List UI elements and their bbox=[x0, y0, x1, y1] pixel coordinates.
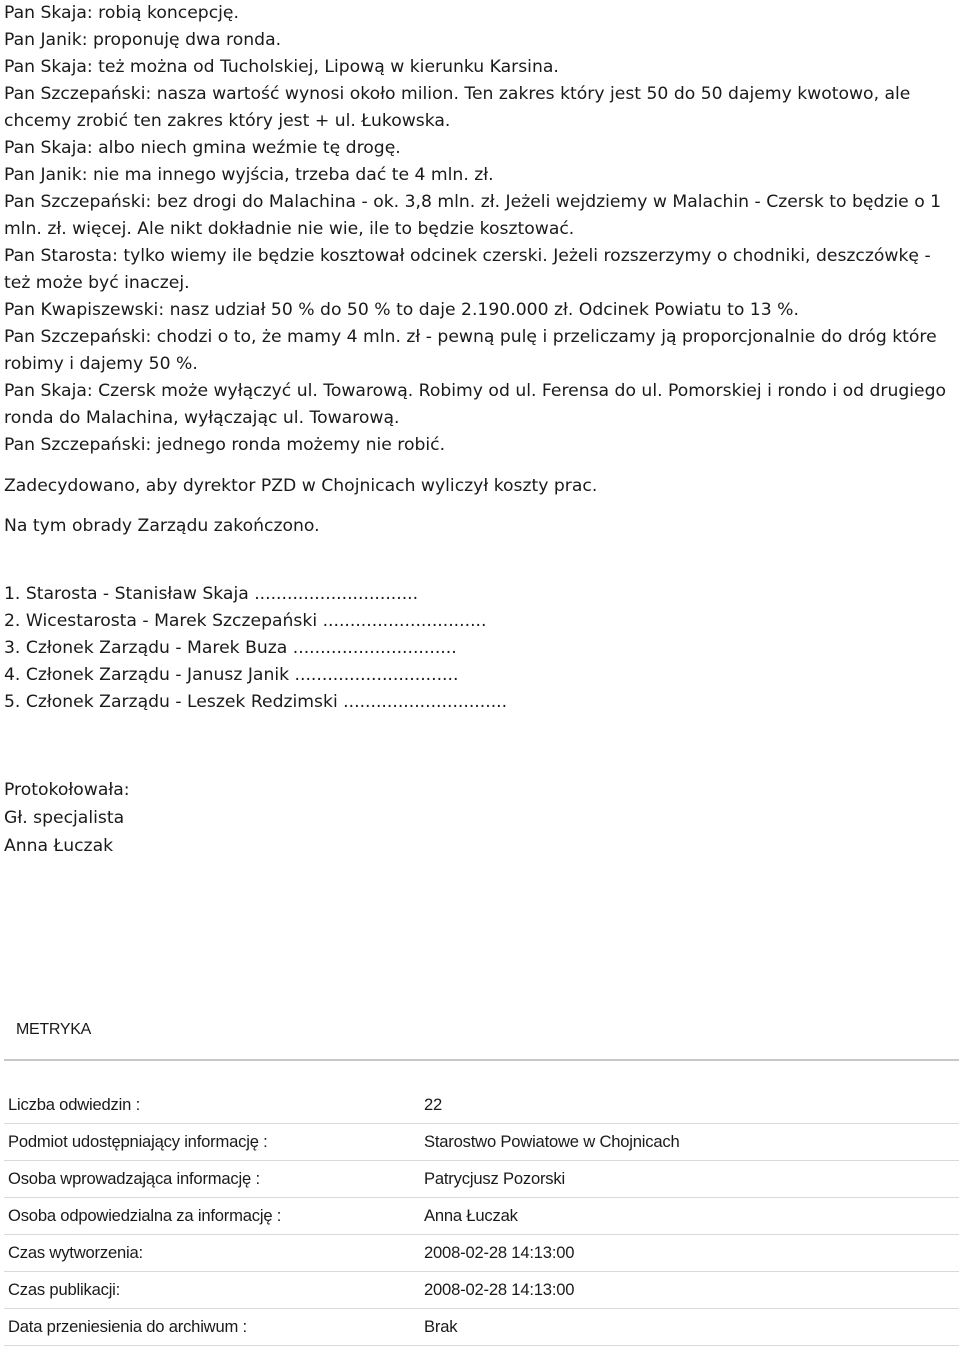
transcript-line: Pan Skaja: robią koncepcję. bbox=[4, 3, 239, 23]
metryka-value: 2008-02-28 14:13:00 bbox=[414, 1235, 959, 1272]
metryka-label: Data przeniesienia do archiwum : bbox=[4, 1309, 414, 1346]
transcript-line: Pan Starosta: tylko wiemy ile będzie kosztował odcinek czerski. Jeżeli rozszerzymy o chodniki, deszczówkę - też może być inaczej. bbox=[4, 246, 931, 293]
protocol-name: Anna Łuczak bbox=[4, 836, 114, 856]
signature-line: 5. Członek Zarządu - Leszek Redzimski .............................. bbox=[4, 692, 508, 712]
table-row bbox=[4, 1087, 959, 1124]
protocol-author bbox=[4, 776, 956, 860]
transcript-line: Pan Kwapiszewski: nasz udział 50 % do 50 % to daje 2.190.000 zł. Odcinek Powiatu to 13 %. bbox=[4, 300, 799, 320]
table-row bbox=[4, 1161, 959, 1198]
transcript-line: Pan Skaja: albo niech gmina weźmie tę drogę. bbox=[4, 138, 401, 158]
signature-line: 4. Członek Zarządu - Janusz Janik .............................. bbox=[4, 665, 459, 685]
signature-line: 3. Członek Zarządu - Marek Buza .............................. bbox=[4, 638, 457, 658]
metryka-label: Osoba wprowadzająca informację : bbox=[4, 1161, 414, 1198]
transcript-line: Pan Skaja: też można od Tucholskiej, Lipową w kierunku Karsina. bbox=[4, 57, 559, 77]
table-row bbox=[4, 1309, 959, 1346]
metryka-value: Anna Łuczak bbox=[414, 1198, 959, 1235]
transcript-line: Pan Szczepański: jednego ronda możemy nie robić. bbox=[4, 435, 446, 455]
closing-paragraph: Na tym obrady Zarządu zakończono. bbox=[4, 516, 320, 536]
metryka-label: Podmiot udostępniający informację : bbox=[4, 1124, 414, 1161]
transcript-line: Pan Janik: nie ma innego wyjścia, trzeba dać te 4 mln. zł. bbox=[4, 165, 494, 185]
decision-paragraph: Zadecydowano, aby dyrektor PZD w Chojnicach wyliczył koszty prac. bbox=[4, 476, 598, 496]
table-row bbox=[4, 1235, 959, 1272]
metryka-label: Czas wytworzenia: bbox=[4, 1235, 414, 1272]
meeting-transcript bbox=[4, 0, 956, 459]
metryka-divider bbox=[4, 1059, 959, 1061]
transcript-line: Pan Janik: proponuję dwa ronda. bbox=[4, 30, 282, 50]
signature-line: 1. Starosta - Stanisław Skaja .............................. bbox=[4, 584, 419, 604]
metryka-title: METRYKA bbox=[16, 1021, 91, 1038]
table-row bbox=[4, 1272, 959, 1309]
table-row bbox=[4, 1124, 959, 1161]
metryka-value: Patrycjusz Pozorski bbox=[414, 1161, 959, 1198]
table-row bbox=[4, 1198, 959, 1235]
protocol-position: Gł. specjalista bbox=[4, 808, 125, 828]
metryka-table bbox=[4, 1087, 959, 1346]
transcript-line: Pan Szczepański: bez drogi do Malachina - ok. 3,8 mln. zł. Jeżeli wejdziemy w Malachin - Czersk to będzie o 1 mln. zł. więcej. Ale nikt dokładnie nie wie, ile to będzie kosztować. bbox=[4, 192, 942, 239]
protocol-heading: Protokołowała: bbox=[4, 780, 130, 800]
transcript-line: Pan Skaja: Czersk może wyłączyć ul. Towarową. Robimy od ul. Ferensa do ul. Pomorskiej i rondo i od drugiego ronda do Malachina, wyłączając ul. Towarową. bbox=[4, 381, 947, 428]
signature-line: 2. Wicestarosta - Marek Szczepański .............................. bbox=[4, 611, 487, 631]
transcript-line: Pan Szczepański: nasza wartość wynosi około milion. Ten zakres który jest 50 do 50 dajemy kwotowo, ale chcemy zrobić ten zakres który jest + ul. Łukowska. bbox=[4, 84, 911, 131]
signature-list bbox=[4, 581, 956, 716]
metryka-value: Starostwo Powiatowe w Chojnicach bbox=[414, 1124, 959, 1161]
document-body bbox=[4, 0, 956, 860]
metryka-label: Czas publikacji: bbox=[4, 1272, 414, 1309]
metryka-value: 22 bbox=[414, 1087, 959, 1124]
transcript-line: Pan Szczepański: chodzi o to, że mamy 4 mln. zł - pewną pulę i przeliczamy ją proporcjonalnie do dróg które robimy i dajemy 50 %. bbox=[4, 327, 937, 374]
metryka-label: Liczba odwiedzin : bbox=[4, 1087, 414, 1124]
metryka-value: 2008-02-28 14:13:00 bbox=[414, 1272, 959, 1309]
metryka-value: Brak bbox=[414, 1309, 959, 1346]
metryka-label: Osoba odpowiedzialna za informację : bbox=[4, 1198, 414, 1235]
